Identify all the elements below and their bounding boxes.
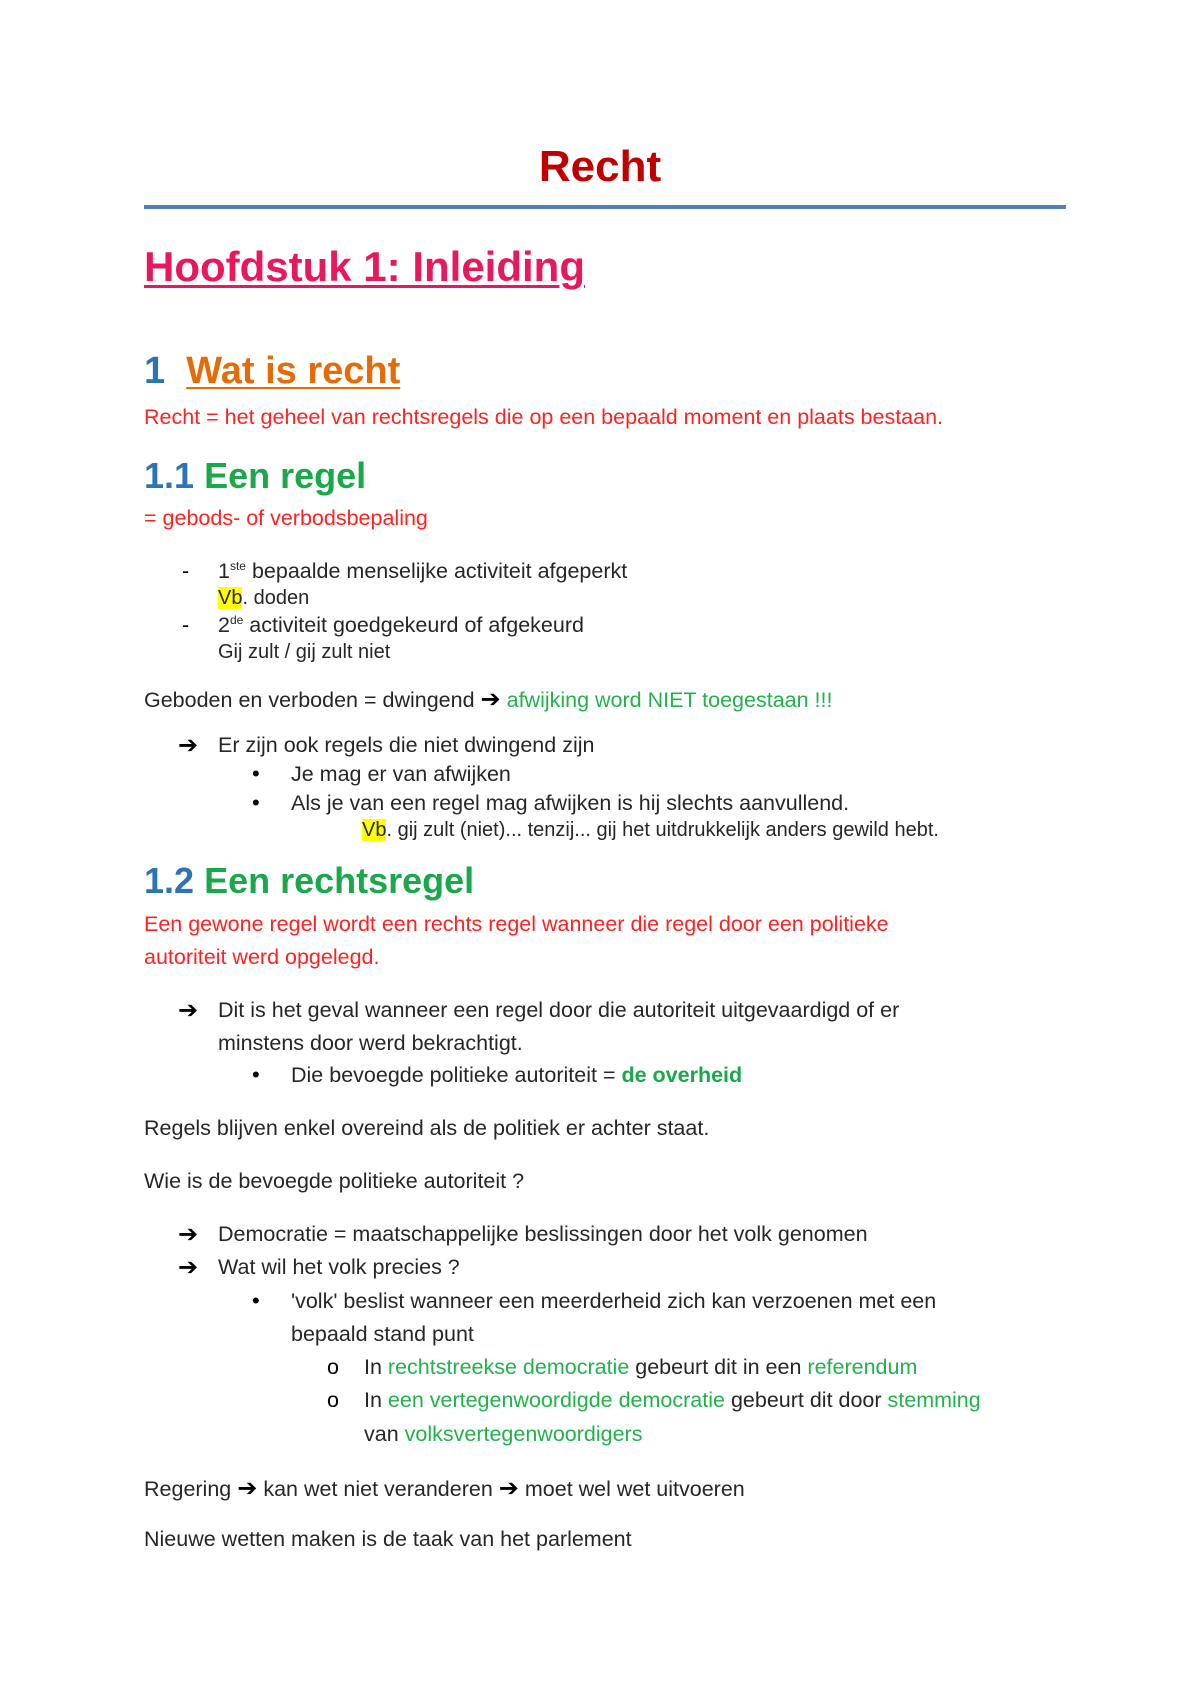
section-title: Een regel <box>204 455 367 496</box>
section-1-1-definition: = gebods- of verbodsbepaling <box>144 506 428 530</box>
highlight-vb: Vb <box>362 819 387 841</box>
circle-bullet-icon: o <box>327 1388 339 1412</box>
right-arrow-icon: ➔ <box>498 1475 519 1502</box>
bullet-icon: • <box>252 1288 260 1313</box>
paragraph-question: Wie is de bevoegde politieke autoriteit ? <box>144 1169 525 1193</box>
section-1-1-heading <box>144 455 366 497</box>
section-title: Een rechtsregel <box>204 860 475 901</box>
section-1-definition: Recht = het geheel van rechtsregels die op een bepaald moment en plaats bestaan. <box>144 405 944 429</box>
bullet-item-volk-line-2: bepaald stand punt <box>291 1322 474 1346</box>
bullet-item-overheid: Die bevoegde politieke autoriteit = de overheid <box>291 1063 743 1087</box>
right-arrow-icon: ➔ <box>178 732 199 759</box>
right-arrow-icon: ➔ <box>480 686 501 713</box>
section-1-heading <box>144 350 400 393</box>
dash-item-2: 2de activiteit goedgekeurd of afgekeurd <box>218 612 584 637</box>
paragraph-dwingend: Geboden en verboden = dwingend ➔ afwijking word NIET toegestaan !!! <box>144 686 833 713</box>
paragraph-regels: Regels blijven enkel overeind als de politiek er achter staat. <box>144 1116 710 1140</box>
document-title: Recht <box>538 142 662 191</box>
section-title: Wat is recht <box>186 350 401 392</box>
dash-marker: - <box>182 613 190 637</box>
chapter-heading: Hoofdstuk 1: Inleiding <box>144 243 585 290</box>
bullet-item-afwijken: Je mag er van afwijken <box>291 762 511 786</box>
arrow-item-volk: Wat wil het volk precies ? <box>218 1255 460 1279</box>
bullet-item-aanvullend: Als je van een regel mag afwijken is hij slechts aanvullend. <box>291 791 850 815</box>
bullet-icon: • <box>252 1062 260 1087</box>
arrow-item-niet-dwingend: Er zijn ook regels die niet dwingend zijn <box>218 733 595 757</box>
section-number: 1.1 <box>144 455 195 496</box>
right-arrow-icon: ➔ <box>237 1475 258 1502</box>
bullet-item-volk-line-1: 'volk' beslist wanneer een meerderheid zich kan verzoenen met een <box>291 1289 937 1313</box>
section-number: 1.2 <box>144 860 195 901</box>
dash-item-2-example: Gij zult / gij zult niet <box>218 641 391 663</box>
right-arrow-icon: ➔ <box>178 1221 199 1248</box>
title-underline-rule <box>144 205 1066 209</box>
section-1-2-heading <box>144 860 474 902</box>
sub-item-referendum: In rechtstreekse democratie gebeurt dit in een referendum <box>364 1355 918 1379</box>
arrow-item-uitgevaardigd-line-1: Dit is het geval wanneer een regel door die autoriteit uitgevaardigd of er <box>218 998 900 1022</box>
section-1-2-definition-line-1: Een gewone regel wordt een rechts regel wanneer die regel door een politieke <box>144 912 889 936</box>
arrow-item-uitgevaardigd-line-2: minstens door werd bekrachtigt. <box>218 1031 523 1055</box>
circle-bullet-icon: o <box>327 1355 339 1379</box>
bullet-icon: • <box>252 761 260 786</box>
dash-marker: - <box>182 559 190 583</box>
sub-item-stemming-line-2: van volksvertegenwoordigers <box>364 1422 643 1446</box>
section-1-2-definition-line-2: autoriteit werd opgelegd. <box>144 945 380 969</box>
highlight-vb: Vb <box>218 587 243 609</box>
dash-item-1-example: Vb. doden <box>218 587 310 609</box>
paragraph-parlement: Nieuwe wetten maken is de taak van het parlement <box>144 1527 632 1551</box>
bullet-icon: • <box>252 790 260 815</box>
right-arrow-icon: ➔ <box>178 1254 199 1281</box>
example-tenzij: Vb. gij zult (niet)... tenzij... gij het uitdrukkelijk anders gewild hebt. <box>362 819 939 841</box>
section-number: 1 <box>144 350 166 392</box>
dash-item-1: 1ste bepaalde menselijke activiteit afgeperkt <box>218 558 628 583</box>
sub-item-stemming-line-1: In een vertegenwoordigde democratie gebeurt dit door stemming <box>364 1388 981 1412</box>
right-arrow-icon: ➔ <box>178 997 199 1024</box>
arrow-item-democratie: Democratie = maatschappelijke beslissingen door het volk genomen <box>218 1222 868 1246</box>
paragraph-regering: Regering ➔ kan wet niet veranderen ➔ moet wel wet uitvoeren <box>144 1475 745 1502</box>
